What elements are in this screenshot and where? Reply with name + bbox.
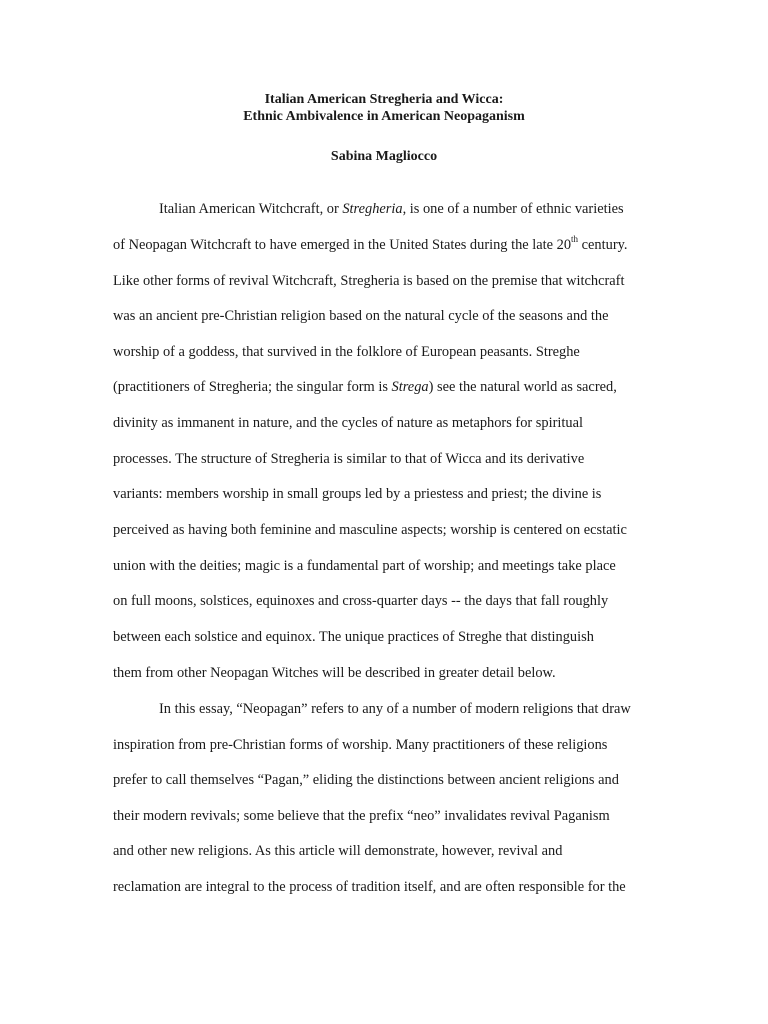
body-line: and other new religions. As this article will demonstrate, however, revival and [113, 843, 563, 859]
italic-term: Stregheria [342, 201, 403, 217]
title-line-1: Italian American Stregheria and Wicca: [264, 92, 504, 107]
superscript: th [571, 234, 579, 245]
body-line: variants: members worship in small groups led by a priestess and priest; the divine is [113, 486, 602, 502]
body-line [113, 378, 617, 396]
body-line: between each solstice and equinox. The unique practices of Streghe that distinguish [113, 629, 594, 645]
body-line: prefer to call themselves “Pagan,” eliding the distinctions between ancient religions and [113, 772, 619, 788]
body-line: Like other forms of revival Witchcraft, Stregheria is based on the premise that witchcraft [113, 273, 625, 289]
italic-term: Strega [391, 379, 429, 395]
body-line: processes. The structure of Stregheria is similar to that of Wicca and its derivative [113, 451, 585, 467]
body-line: union with the deities; magic is a fundamental part of worship; and meetings take place [113, 558, 616, 574]
body-line [113, 236, 627, 254]
body-line: reclamation are integral to the process of tradition itself, and are often responsible for the [113, 879, 626, 895]
body-line: them from other Neopagan Witches will be described in greater detail below. [113, 665, 556, 681]
title-line-2: Ethnic Ambivalence in American Neopaganism [243, 109, 525, 124]
body-line: on full moons, solstices, equinoxes and cross-quarter days -- the days that fall roughly [113, 593, 609, 609]
text-run: Italian American Witchcraft, or [159, 201, 343, 217]
body-line: perceived as having both feminine and masculine aspects; worship is centered on ecstatic [113, 522, 627, 538]
author-name: Sabina Magliocco [330, 149, 438, 164]
text-run: , is one of a number of ethnic varieties [402, 201, 624, 217]
body-line: inspiration from pre-Christian forms of worship. Many practitioners of these religions [113, 737, 608, 753]
text-run: century. [578, 237, 628, 253]
body-line: In this essay, “Neopagan” refers to any of a number of modern religions that draw [159, 701, 631, 717]
body-line [159, 200, 624, 218]
body-line: their modern revivals; some believe that the prefix “neo” invalidates revival Paganism [113, 808, 610, 824]
text-run: of Neopagan Witchcraft to have emerged in the United States during the late 20 [113, 237, 572, 253]
text-run: (practitioners of Stregheria; the singular form is [113, 379, 392, 395]
body-line: worship of a goddess, that survived in the folklore of European peasants. Streghe [113, 344, 580, 360]
body-line: was an ancient pre-Christian religion based on the natural cycle of the seasons and the [113, 308, 609, 324]
text-run: ) see the natural world as sacred, [428, 379, 617, 395]
body-line: divinity as immanent in nature, and the cycles of nature as metaphors for spiritual [113, 415, 583, 431]
